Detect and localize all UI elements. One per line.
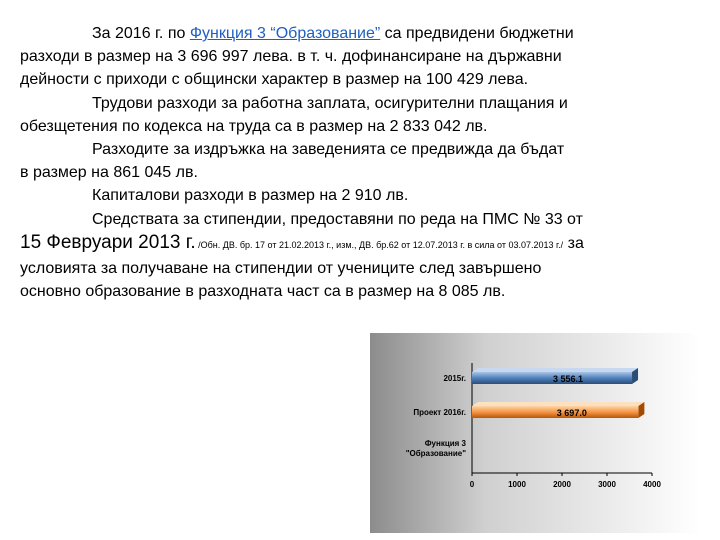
p1-text-pre: За 2016 г. по [92,25,190,42]
x-tick-label: 3000 [598,480,616,489]
p5-line3: условията за получаване на стипендии от учениците след завършено [20,260,542,278]
category-label: Функция 3 [424,439,466,448]
category-label: Проект 2016г. [413,408,466,417]
bar-top [472,402,644,406]
p5-line2-end: за [563,234,584,252]
function-3-link[interactable]: Функция 3 “Образование” [189,25,381,42]
p1-line3: дейности с приходи с общински характер в размер на 100 429 лева. [20,71,529,89]
p5-line1: Средствата за стипендии, предоставяни по реда на ПМС № 33 от [92,210,583,228]
bar-data-label: 3 697.0 [556,408,587,418]
p2-line1: Трудови разходи за работна заплата, осигурителни плащания и [92,94,568,112]
bar-top [472,368,638,372]
x-tick-label: 1000 [508,480,526,489]
chart-svg [370,333,700,533]
category-label: "Образование" [405,449,466,458]
decree-date: 15 Февруари 2013 г. [20,231,196,253]
category-label: 2015г. [443,374,466,383]
p1-line2: разходи в размер на 3 696 997 лева. в т. ч. дофинансиране на държавни [20,48,562,66]
budget-bar-chart [370,333,700,533]
p3-line1: Разходите за издръжка на заведенията се предвижда да бъдат [92,141,565,159]
x-tick-label: 4000 [643,480,661,489]
bar-data-label: 3 556.1 [552,374,584,384]
x-tick-label: 0 [469,480,475,489]
p5-line4: основно образование в разходната част са в размер на 8 085 лв. [20,283,506,301]
p5-line2 [20,231,710,257]
chart-background [370,333,700,533]
x-tick-label: 2000 [553,480,571,489]
p2-line2: обезщетения по кодекса на труда са в размер на 2 833 042 лв. [20,117,488,135]
p1-line1 [20,22,710,45]
budget-text [20,22,710,303]
decree-reference: /Обн. ДВ. бр. 17 от 21.02.2013 г., изм., ДВ. бр.62 от 12.07.2013 г. в сила от 03.07.2013 г./ [195,239,564,250]
p1-text-post: са предвидени бюджетни [380,25,574,42]
p4-line1: Капиталови разходи в размер на 2 910 лв. [92,187,409,205]
bar [472,406,638,418]
p3-line2: в размер на 861 045 лв. [20,164,198,182]
